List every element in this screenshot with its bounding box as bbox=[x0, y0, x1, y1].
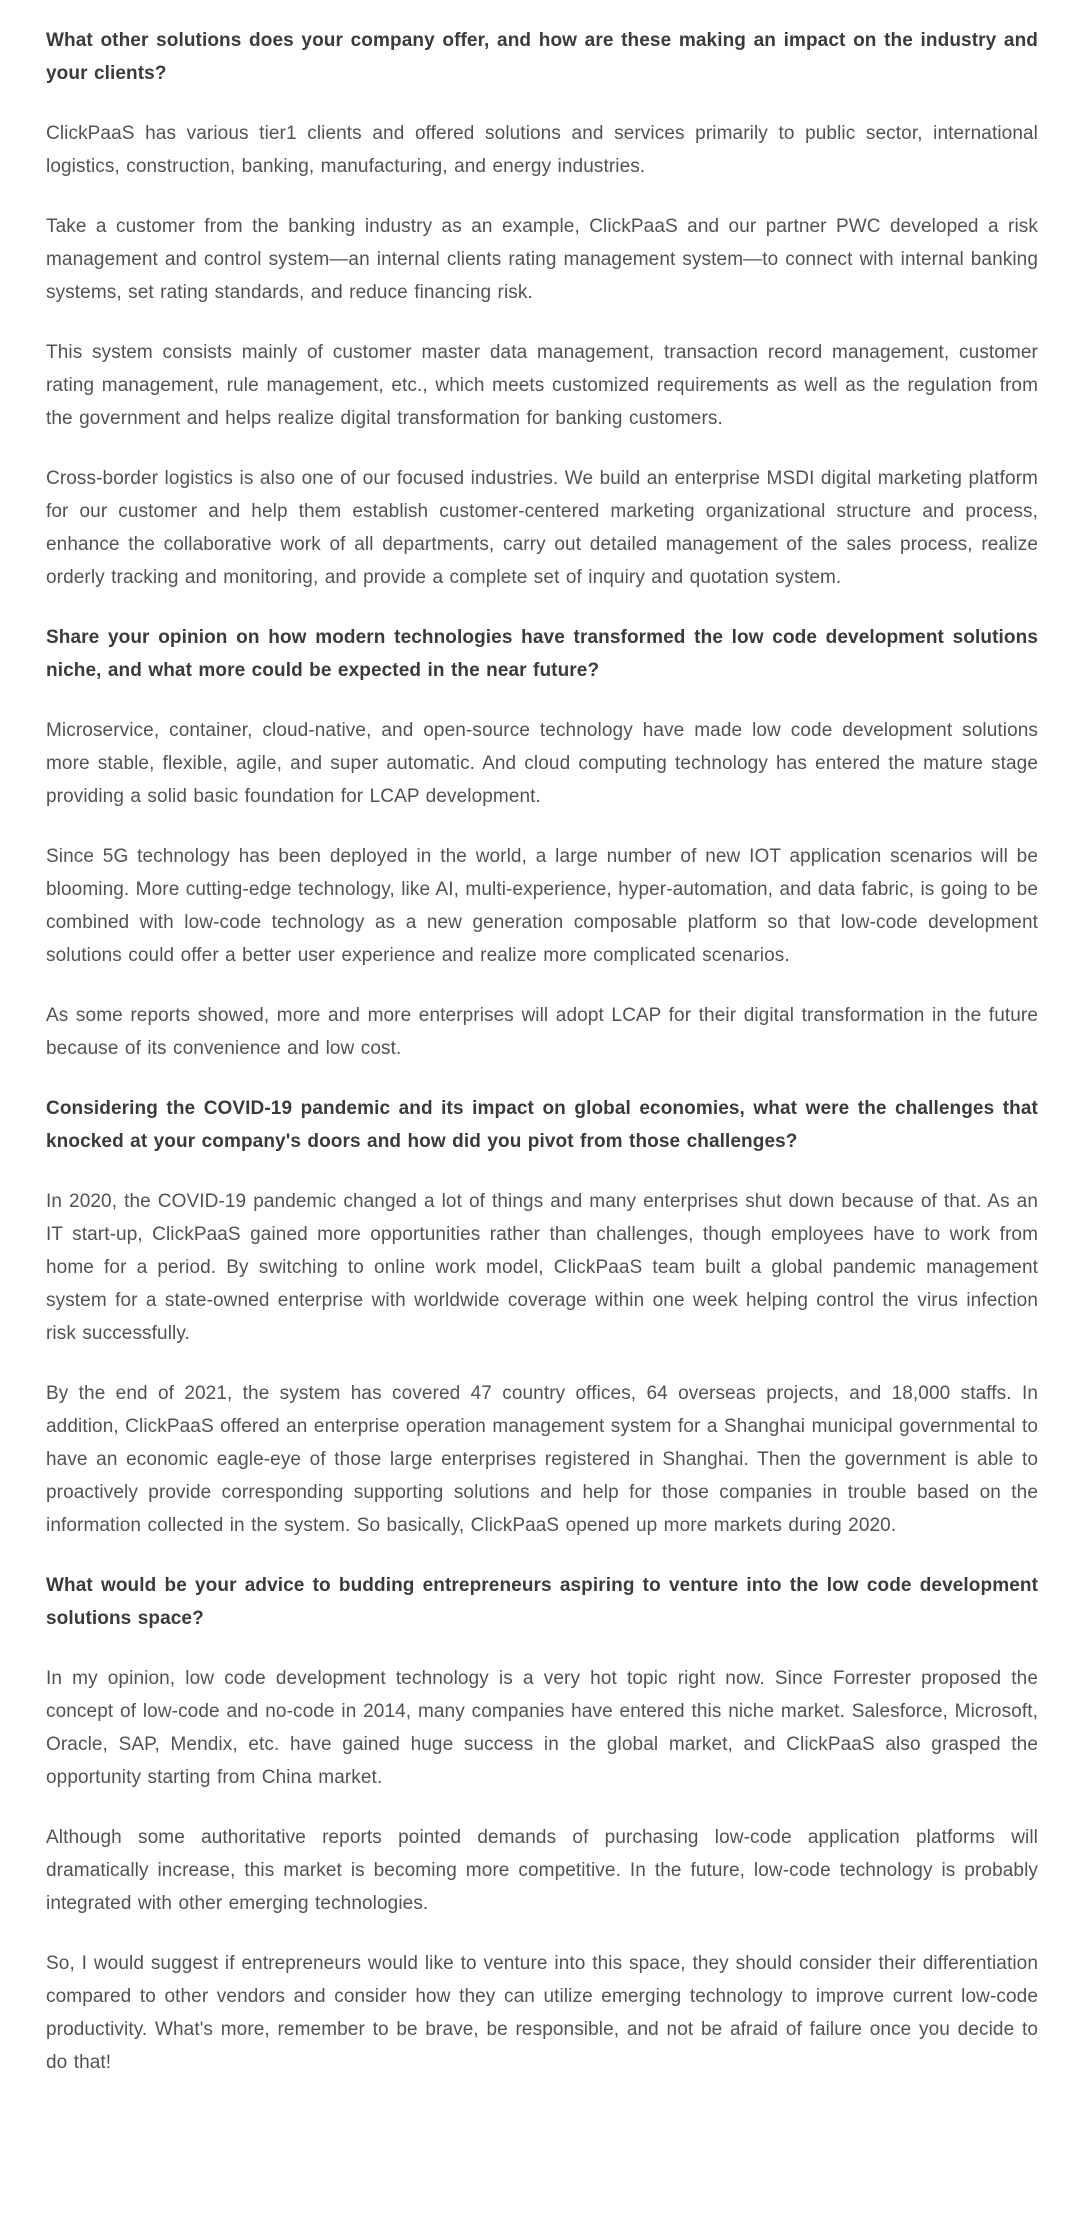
answer-covid-2020: In 2020, the COVID-19 pandemic changed a lot of things and many enterprises shut down because of that. As an IT start-up, ClickPaaS gained more opportunities rather than challenges, though employees have to work from home for a period. By switching to online work model, ClickPaaS team built a global pandemic management system for a state-owned enterprise with worldwide coverage within one week helping control the virus infection risk successfully. bbox=[46, 1191, 1038, 1344]
answer-5g-iot: Since 5G technology has been deployed in the world, a large number of new IOT application scenarios will be blooming. More cutting-edge technology, like AI, multi-experience, hyper-automation, and data fabric, is going to be combined with low-code technology as a new generation composable platform so that low-code development solutions could offer a better user experience and realize more complicated scenarios. bbox=[46, 846, 1038, 966]
question-other-solutions: What other solutions does your company offer, and how are these making an impact on the industry and your clients? bbox=[46, 30, 1038, 84]
question-advice-entrepreneurs: What would be your advice to budding entrepreneurs aspiring to venture into the low code development solutions space? bbox=[46, 1575, 1038, 1629]
answer-system-components: This system consists mainly of customer master data management, transaction record management, customer rating management, rule management, etc., which meets customized requirements as well as the regulation from the government and helps realize digital transformation for banking customers. bbox=[46, 342, 1038, 429]
answer-banking-example: Take a customer from the banking industry as an example, ClickPaaS and our partner PWC developed a risk management and control system—an internal clients rating management system—to connect with internal banking systems, set rating standards, and reduce financing risk. bbox=[46, 216, 1038, 303]
question-modern-technologies: Share your opinion on how modern technologies have transformed the low code development solutions niche, and what more could be expected in the near future? bbox=[46, 627, 1038, 681]
answer-crossborder-logistics: Cross-border logistics is also one of our focused industries. We build an enterprise MSDI digital marketing platform for our customer and help them establish customer-centered marketing organizational structure and process, enhance the collaborative work of all departments, carry out detailed management of the sales process, realize orderly tracking and monitoring, and provide a complete set of inquiry and quotation system. bbox=[46, 468, 1038, 588]
question-covid-challenges: Considering the COVID-19 pandemic and its impact on global economies, what were the challenges that knocked at your company's doors and how did you pivot from those challenges? bbox=[46, 1098, 1038, 1152]
answer-hot-topic: In my opinion, low code development technology is a very hot topic right now. Since Forrester proposed the concept of low-code and no-code in 2014, many companies have entered this niche market. Salesforce, Microsoft, Oracle, SAP, Mendix, etc. have gained huge success in the global market, and ClickPaaS also grasped the opportunity starting from China market. bbox=[46, 1668, 1038, 1788]
answer-lcap-adoption: As some reports showed, more and more enterprises will adopt LCAP for their digital transformation in the future because of its convenience and low cost. bbox=[46, 1005, 1038, 1059]
answer-2021-coverage: By the end of 2021, the system has covered 47 country offices, 64 overseas projects, and 18,000 staffs. In addition, ClickPaaS offered an enterprise operation management system for a Shanghai municipal governmental to have an economic eagle-eye of those large enterprises registered in Shanghai. Then the government is able to proactively provide corresponding supporting solutions and help for those companies in trouble based on the information collected in the system. So basically, ClickPaaS opened up more markets during 2020. bbox=[46, 1383, 1038, 1536]
answer-market-competitive: Although some authoritative reports pointed demands of purchasing low-code application platforms will dramatically increase, this market is becoming more competitive. In the future, low-code technology is probably integrated with other emerging technologies. bbox=[46, 1827, 1038, 1914]
answer-clients-industries: ClickPaaS has various tier1 clients and offered solutions and services primarily to public sector, international logistics, construction, banking, manufacturing, and energy industries. bbox=[46, 123, 1038, 177]
answer-microservice-cloud: Microservice, container, cloud-native, and open-source technology have made low code development solutions more stable, flexible, agile, and super automatic. And cloud computing technology has entered the mature stage providing a solid basic foundation for LCAP development. bbox=[46, 720, 1038, 807]
answer-suggestion: So, I would suggest if entrepreneurs would like to venture into this space, they should consider their differentiation compared to other vendors and consider how they can utilize emerging technology to improve current low-code productivity. What's more, remember to be brave, be responsible, and not be afraid of failure once you decide to do that! bbox=[46, 1953, 1038, 2073]
